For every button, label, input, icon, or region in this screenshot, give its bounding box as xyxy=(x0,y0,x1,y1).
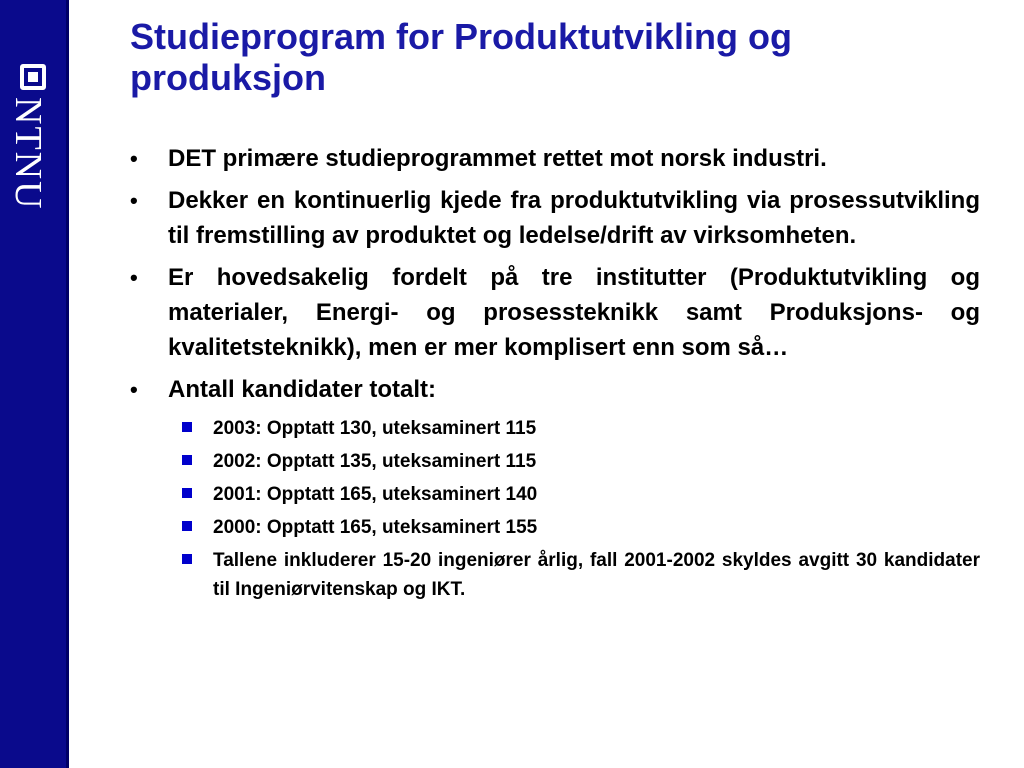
sub-bullet-item xyxy=(130,513,980,542)
square-bullet-icon xyxy=(182,521,192,531)
sub-bullet-item xyxy=(130,480,980,509)
sub-bullet-item xyxy=(130,546,980,604)
square-bullet-icon xyxy=(182,554,192,564)
sub-bullet-item xyxy=(130,414,980,443)
bullet-item xyxy=(130,372,980,407)
square-bullet-icon xyxy=(182,422,192,432)
slide-content xyxy=(130,141,980,608)
bullet-dot-icon: • xyxy=(130,265,138,290)
sub-bullet-text: 2003: Opptatt 130, uteksaminert 115 xyxy=(213,418,537,439)
ntnu-sidebar xyxy=(0,0,69,768)
bullet-list xyxy=(130,141,980,407)
bullet-text: Dekker en kontinuerlig kjede fra produktutvikling via prosessutvikling til fremstilling av produktet og ledelse/drift av virksomheten. xyxy=(168,187,980,249)
square-bullet-icon xyxy=(182,488,192,498)
ntnu-logo-square-icon xyxy=(20,64,46,90)
sub-bullet-text: 2002: Opptatt 135, uteksaminert 115 xyxy=(213,451,537,472)
bullet-dot-icon: • xyxy=(130,146,138,171)
bullet-text: Er hovedsakelig fordelt på tre institutter (Produktutvikling og materialer, Energi- og prosessteknikk samt Produksjons- og kvalitetsteknikk), men er mer komplisert enn som så… xyxy=(168,264,980,361)
bullet-item xyxy=(130,260,980,365)
bullet-dot-icon: • xyxy=(130,188,138,213)
bullet-text: DET primære studieprogrammet rettet mot norsk industri. xyxy=(168,145,827,172)
bullet-text: Antall kandidater totalt: xyxy=(168,376,437,403)
square-bullet-icon xyxy=(182,455,192,465)
slide-title: Studieprogram for Produktutvikling og produksjon xyxy=(130,16,793,98)
ntnu-logo-text: NTNU xyxy=(7,97,49,211)
sub-bullet-item xyxy=(130,447,980,476)
bullet-dot-icon: • xyxy=(130,377,138,402)
sub-bullet-text: Tallene inkluderer 15-20 ingeniører årlig, fall 2001-2002 skyldes avgitt 30 kandidater til Ingeniørvitenskap og IKT. xyxy=(213,550,980,600)
sub-bullet-list xyxy=(130,414,980,604)
bullet-item xyxy=(130,183,980,253)
sub-bullet-text: 2000: Opptatt 165, uteksaminert 155 xyxy=(213,517,538,538)
sub-bullet-text: 2001: Opptatt 165, uteksaminert 140 xyxy=(213,484,538,505)
bullet-item xyxy=(130,141,980,176)
